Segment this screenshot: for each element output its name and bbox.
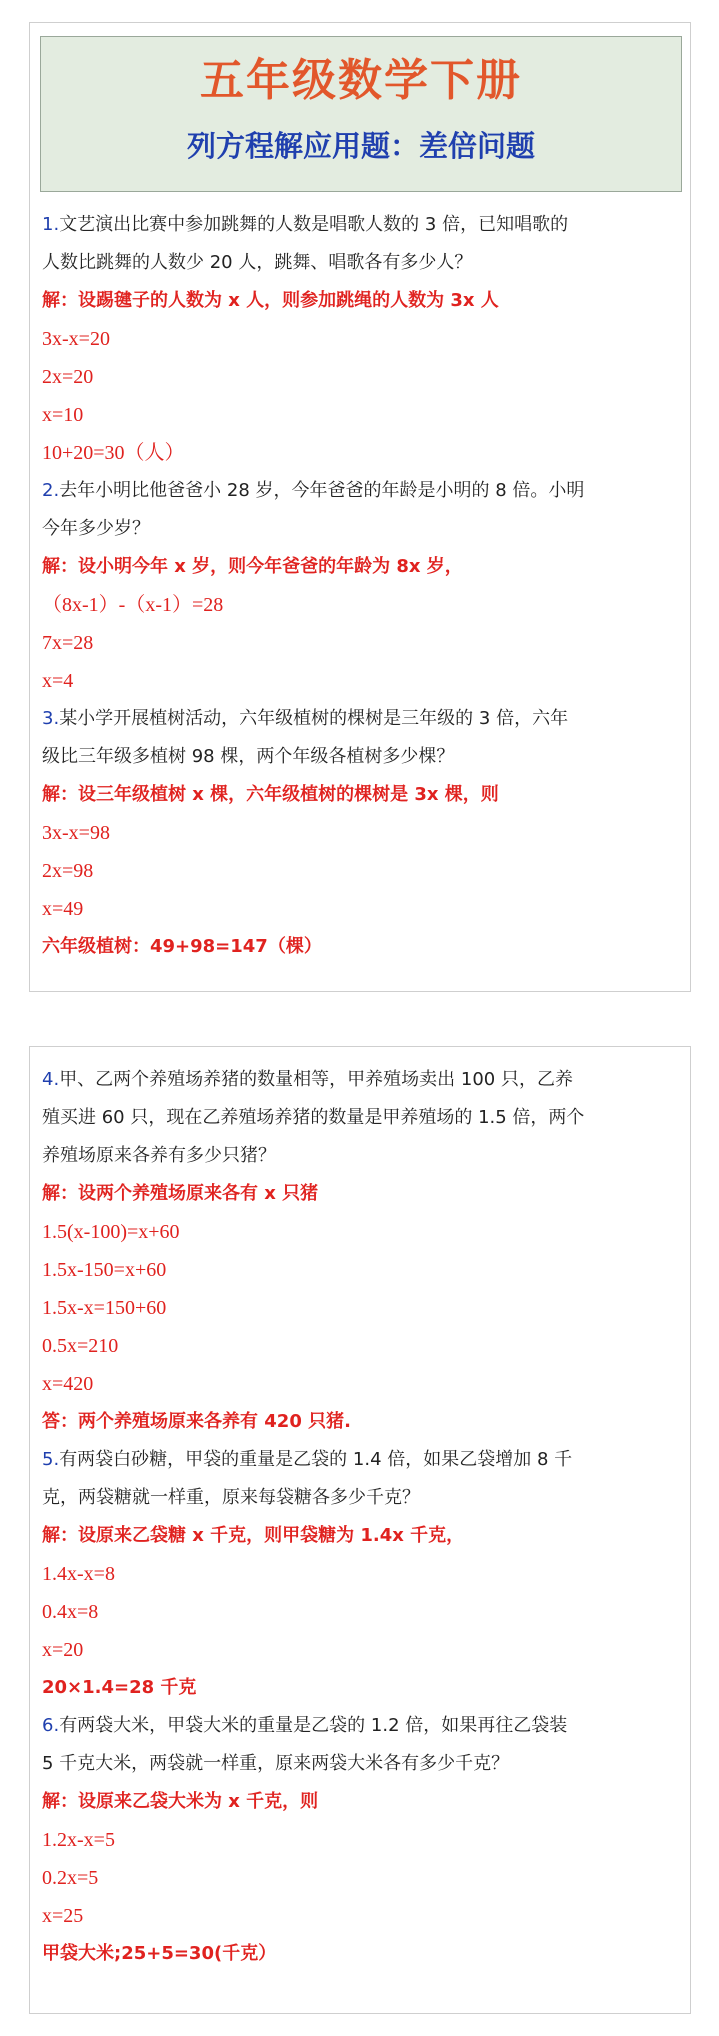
line-text: 1.5x-x=150+60 bbox=[42, 1297, 167, 1319]
question-line bbox=[42, 510, 682, 548]
line-text: 某小学开展植树活动，六年级植树的棵树是三年级的 3 倍，六年 bbox=[59, 708, 569, 729]
question-line bbox=[42, 1745, 682, 1783]
question-line bbox=[42, 1099, 682, 1137]
line-text: 20×1.4=28 千克 bbox=[42, 1677, 197, 1698]
line-text: 5 千克大米，两袋就一样重，原来两袋大米各有多少千克？ bbox=[42, 1753, 510, 1774]
line-text: 解：设小明今年 x 岁，则今年爸爸的年龄为 8x 岁， bbox=[42, 556, 463, 577]
equation-line bbox=[42, 1897, 682, 1935]
question-line bbox=[42, 244, 682, 282]
equation-line bbox=[42, 434, 682, 472]
line-text: 2x=98 bbox=[42, 860, 94, 882]
line-text: 3x-x=20 bbox=[42, 328, 110, 350]
line-text: x=25 bbox=[42, 1905, 84, 1927]
equation-line bbox=[42, 586, 682, 624]
question-line bbox=[42, 1061, 682, 1099]
title-banner bbox=[40, 36, 682, 192]
question-number: 1. bbox=[42, 214, 60, 235]
equation-line bbox=[42, 1327, 682, 1365]
equation-line bbox=[42, 1365, 682, 1403]
solution-line bbox=[42, 776, 682, 814]
line-text: 1.2x-x=5 bbox=[42, 1829, 115, 1851]
line-text: 有两袋白砂糖，甲袋的重量是乙袋的 1.4 倍，如果乙袋增加 8 千 bbox=[59, 1449, 573, 1470]
line-text: 文艺演出比赛中参加跳舞的人数是唱歌人数的 3 倍，已知唱歌的 bbox=[59, 214, 569, 235]
equation-line bbox=[42, 1555, 682, 1593]
line-text: 1.5x-150=x+60 bbox=[42, 1259, 167, 1281]
equation-line bbox=[42, 814, 682, 852]
solution-line bbox=[42, 1175, 682, 1213]
question-line bbox=[42, 738, 682, 776]
equation-line bbox=[42, 1213, 682, 1251]
worksheet-page-1 bbox=[29, 22, 691, 992]
line-text: x=4 bbox=[42, 670, 74, 692]
line-text: 7x=28 bbox=[42, 632, 94, 654]
equation-line bbox=[42, 890, 682, 928]
line-text: 0.2x=5 bbox=[42, 1867, 99, 1889]
line-text: 人数比跳舞的人数少 20 人，跳舞、唱歌各有多少人？ bbox=[42, 252, 473, 273]
line-text: 答：两个养殖场原来各养有 420 只猪. bbox=[42, 1411, 351, 1432]
page-title: 五年级数学下册 bbox=[200, 55, 522, 106]
line-text: 解：设踢毽子的人数为 x 人，则参加跳绳的人数为 3x 人 bbox=[42, 290, 499, 311]
line-text: 克，两袋糖就一样重，原来每袋糖各多少千克？ bbox=[42, 1487, 420, 1508]
question-number: 2. bbox=[42, 480, 60, 501]
line-text: 2x=20 bbox=[42, 366, 94, 388]
line-text: 殖买进 60 只，现在乙养殖场养猪的数量是甲养殖场的 1.5 倍，两个 bbox=[42, 1107, 585, 1128]
equation-line bbox=[42, 624, 682, 662]
problem-list-2 bbox=[42, 1061, 682, 1973]
question-number: 3. bbox=[42, 708, 60, 729]
line-text: x=20 bbox=[42, 1639, 84, 1661]
line-text: 养殖场原来各养有多少只猪？ bbox=[42, 1145, 276, 1166]
equation-line bbox=[42, 1821, 682, 1859]
problem-list-1 bbox=[42, 206, 682, 966]
line-text: 有两袋大米，甲袋大米的重量是乙袋的 1.2 倍，如果再往乙袋装 bbox=[59, 1715, 568, 1736]
solution-line bbox=[42, 548, 682, 586]
question-line bbox=[42, 1479, 682, 1517]
worksheet-page-2 bbox=[29, 1046, 691, 2014]
line-text: 解：设两个养殖场原来各有 x 只猪 bbox=[42, 1183, 319, 1204]
line-text: 解：设三年级植树 x 棵，六年级植树的棵树是 3x 棵，则 bbox=[42, 784, 499, 805]
line-text: 1.4x-x=8 bbox=[42, 1563, 115, 1585]
line-text: x=49 bbox=[42, 898, 84, 920]
solution-line bbox=[42, 282, 682, 320]
line-text: 甲、乙两个养殖场养猪的数量相等，甲养殖场卖出 100 只，乙养 bbox=[59, 1069, 573, 1090]
line-text: 解：设原来乙袋糖 x 千克，则甲袋糖为 1.4x 千克， bbox=[42, 1525, 465, 1546]
question-line bbox=[42, 206, 682, 244]
solution-line bbox=[42, 1935, 682, 1973]
equation-line bbox=[42, 320, 682, 358]
equation-line bbox=[42, 852, 682, 890]
equation-line bbox=[42, 662, 682, 700]
line-text: 0.4x=8 bbox=[42, 1601, 99, 1623]
line-text: x=420 bbox=[42, 1373, 94, 1395]
equation-line bbox=[42, 1593, 682, 1631]
question-number: 4. bbox=[42, 1069, 60, 1090]
page-subtitle: 列方程解应用题：差倍问题 bbox=[186, 129, 535, 163]
question-line bbox=[42, 1707, 682, 1745]
solution-line bbox=[42, 928, 682, 966]
equation-line bbox=[42, 396, 682, 434]
equation-line bbox=[42, 1631, 682, 1669]
question-number: 6. bbox=[42, 1715, 60, 1736]
line-text: （8x-1）-（x-1）=28 bbox=[42, 594, 224, 616]
line-text: 0.5x=210 bbox=[42, 1335, 119, 1357]
line-text: 去年小明比他爸爸小 28 岁，今年爸爸的年龄是小明的 8 倍。小明 bbox=[59, 480, 585, 501]
line-text: x=10 bbox=[42, 404, 84, 426]
line-text: 解：设原来乙袋大米为 x 千克，则 bbox=[42, 1791, 319, 1812]
question-line bbox=[42, 1137, 682, 1175]
equation-line bbox=[42, 1289, 682, 1327]
line-text: 10+20=30（人） bbox=[42, 442, 185, 464]
equation-line bbox=[42, 1859, 682, 1897]
line-text: 级比三年级多植树 98 棵，两个年级各植树多少棵？ bbox=[42, 746, 455, 767]
equation-line bbox=[42, 358, 682, 396]
line-text: 甲袋大米;25+5=30(千克） bbox=[42, 1943, 277, 1964]
question-line bbox=[42, 472, 682, 510]
solution-line bbox=[42, 1669, 682, 1707]
line-text: 今年多少岁？ bbox=[42, 518, 150, 539]
question-line bbox=[42, 1441, 682, 1479]
question-line bbox=[42, 700, 682, 738]
question-number: 5. bbox=[42, 1449, 60, 1470]
solution-line bbox=[42, 1517, 682, 1555]
line-text: 1.5(x-100)=x+60 bbox=[42, 1221, 180, 1243]
equation-line bbox=[42, 1251, 682, 1289]
line-text: 六年级植树：49+98=147（棵） bbox=[42, 936, 322, 957]
line-text: 3x-x=98 bbox=[42, 822, 110, 844]
solution-line bbox=[42, 1403, 682, 1441]
solution-line bbox=[42, 1783, 682, 1821]
